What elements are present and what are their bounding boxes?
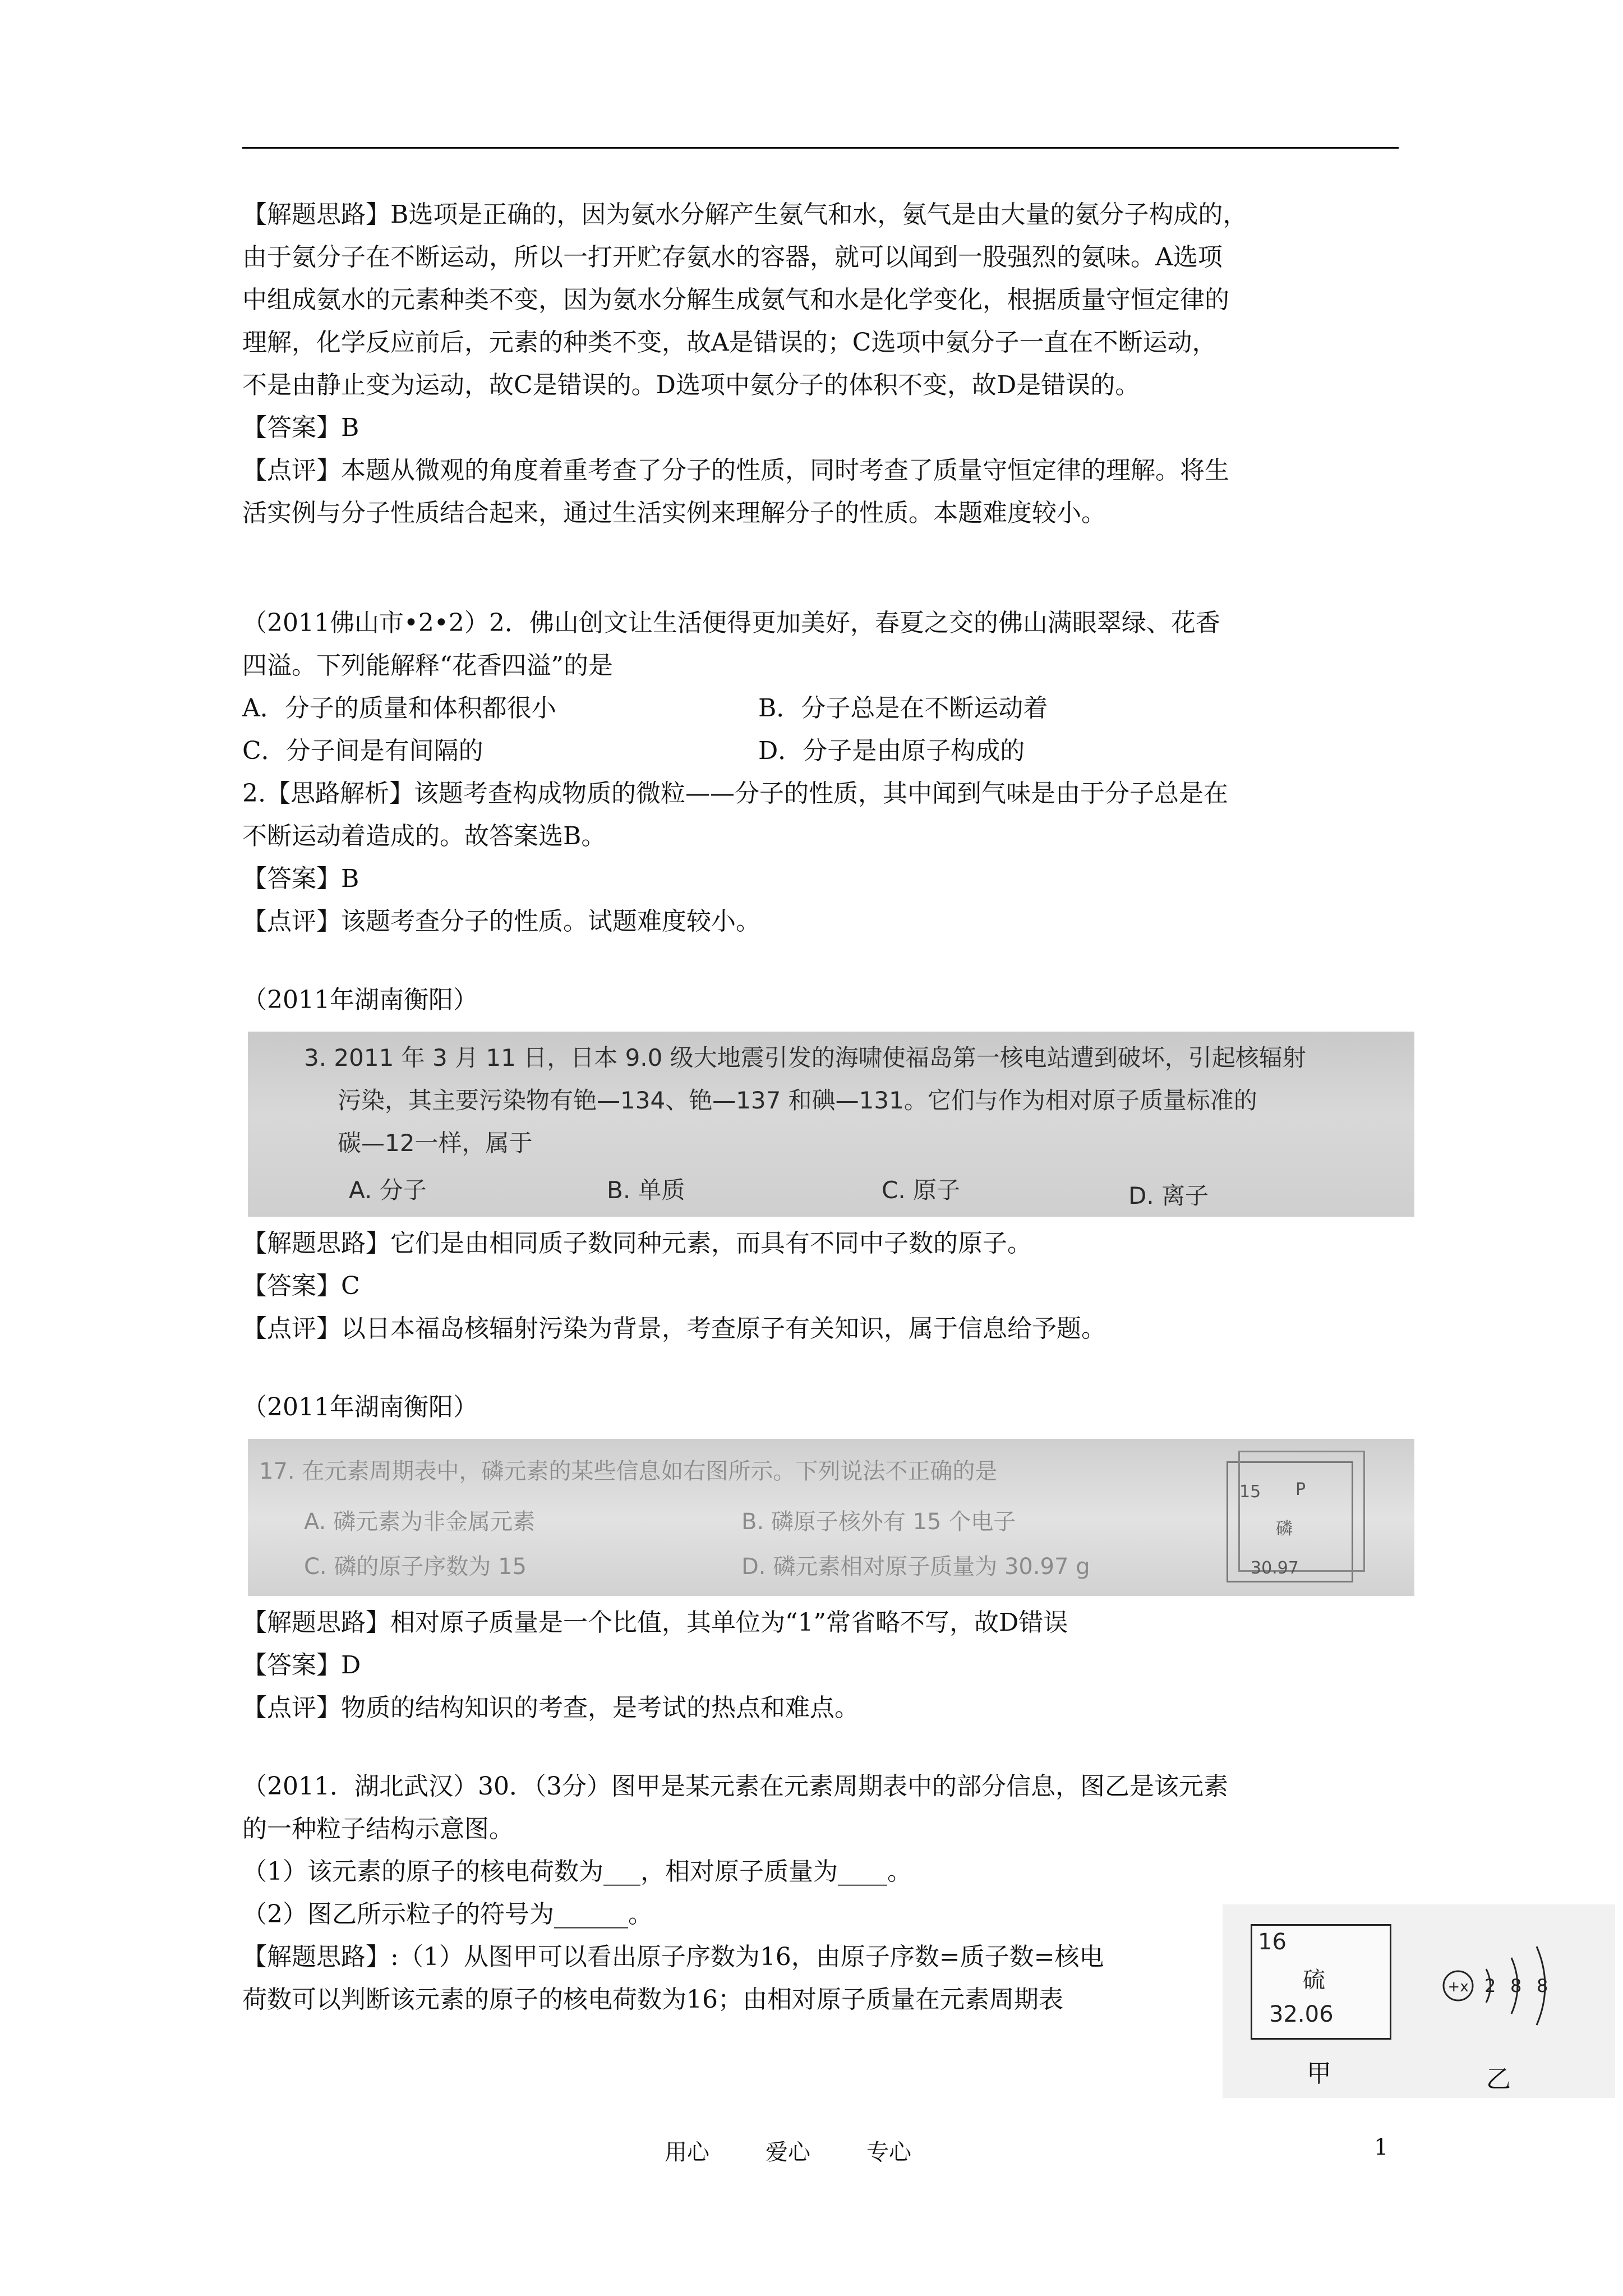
q2-option-b: B．分子总是在不断运动着 (758, 694, 1048, 723)
q1-analysis-line: 由于氨分子在不断运动，所以一打开贮存氨水的容器，就可以闻到一股强烈的氨味。A选项 (242, 243, 1223, 272)
q2-stem-line: （2011佛山市•2•2）2．佛山创文让生活便得更加美好，春夏之交的佛山满眼翠绿、花香 (242, 609, 1220, 637)
q3-scan-option: D. 离子 (1128, 1182, 1209, 1209)
shell-electron-count: 8 (1537, 1975, 1548, 1996)
q1-comment-line: 活实例与分子性质结合起来，通过生活实例来理解分子的性质。本题难度较小。 (242, 499, 1106, 527)
element-name: 硫 (1303, 1967, 1325, 1993)
q3-scanned-question (248, 1032, 1414, 1217)
q4-scan-stem: 17. 在元素周期表中，磷元素的某些信息如右图所示。下列说法不正确的是 (259, 1458, 998, 1484)
particle-structure-diagram (1438, 1916, 1607, 2050)
element-symbol: P (1295, 1480, 1306, 1499)
q2-comment: 【点评】该题考查分子的性质。试题难度较小。 (242, 907, 760, 936)
q4-scan-option: A. 磷元素为非金属元素 (304, 1509, 536, 1535)
phosphorus-element-box (1227, 1461, 1353, 1582)
q1-answer: 【答案】B (242, 413, 359, 442)
q2-option-c: C．分子间是有间隔的 (242, 737, 483, 765)
q2-analysis-line: 不断运动着造成的。故答案选B。 (242, 822, 606, 850)
element-number: 15 (1239, 1482, 1261, 1502)
q3-scan-option: A. 分子 (349, 1176, 427, 1204)
q4-source: （2011年湖南衡阳） (242, 1393, 478, 1421)
q2-answer: 【答案】B (242, 864, 359, 893)
q3-source: （2011年湖南衡阳） (242, 986, 478, 1014)
q1-analysis-line: 【解题思路】B选项是正确的，因为氨水分解产生氨气和水，氨气是由大量的氨分子构成的， (242, 200, 1248, 229)
q4-scan-option: C. 磷的原子序数为 15 (304, 1554, 527, 1580)
q4-scanned-question (248, 1439, 1414, 1596)
q2-analysis-line: 2.【思路解析】该题考查构成物质的微粒——分子的性质，其中闻到气味是由于分子总是在 (242, 779, 1228, 808)
q4-scan-option: D. 磷元素相对原子质量为 30.97 g (741, 1554, 1090, 1580)
q4-analysis: 【解题思路】相对原子质量是一个比值，其单位为“1”常省略不写，故D错误 (242, 1608, 1068, 1637)
element-number: 16 (1258, 1929, 1287, 1955)
page-body (242, 194, 1409, 2021)
figure-b-caption: 乙 (1486, 2065, 1511, 2093)
footer-motto-1: 用心 (665, 2139, 709, 2165)
q3-scan-line: 3. 2011 年 3 月 11 日，日本 9.0 级大地震引发的海啸使福岛第一核电站遭到破坏，引起核辐射 (304, 1044, 1306, 1071)
shell-electron-count: 8 (1510, 1975, 1522, 1996)
element-mass: 30.97 (1251, 1558, 1299, 1578)
q2-option-a: A．分子的质量和体积都很小 (242, 694, 556, 723)
page-number: 1 (1374, 2134, 1389, 2160)
q4-answer: 【答案】D (242, 1651, 361, 1680)
q5-sub-question-1: （1）该元素的原子的核电荷数为___，相对原子质量为____。 (242, 1857, 912, 1886)
q1-analysis-line: 理解，化学反应前后，元素的种类不变，故A是错误的；C选项中氨分子一直在不断运动， (242, 328, 1217, 357)
sulfur-element-box (1251, 1924, 1391, 2040)
q3-scan-line: 碳—12一样，属于 (338, 1129, 533, 1157)
q4-scan-option: B. 磷原子核外有 15 个电子 (741, 1509, 1016, 1535)
q3-comment: 【点评】以日本福岛核辐射污染为背景，考查原子有关知识，属于信息给予题。 (242, 1314, 1106, 1343)
q5-analysis-line: 荷数可以判断该元素的原子的核电荷数为16；由相对原子质量在元素周期表 (242, 1985, 1063, 2014)
shell-electron-count: 2 (1484, 1975, 1496, 1996)
q3-answer: 【答案】C (242, 1272, 360, 1300)
q1-comment-line: 【点评】本题从微观的角度着重考查了分子的性质，同时考查了质量守恒定律的理解。将生 (242, 456, 1229, 485)
figure-a-caption: 甲 (1307, 2059, 1331, 2088)
q5-stem-line: 的一种粒子结构示意图。 (242, 1815, 514, 1843)
q3-scan-line: 污染，其主要污染物有铯—134、铯—137 和碘—131。它们与作为相对原子质量标准的 (338, 1087, 1257, 1114)
q1-analysis-line: 中组成氨水的元素种类不变，因为氨水分解生成氨气和水是化学变化，根据质量守恒定律的 (242, 286, 1229, 314)
element-mass: 32.06 (1269, 2001, 1334, 2027)
q2-options-row (242, 687, 1409, 730)
q2-stem-line: 四溢。下列能解释“花香四溢”的是 (242, 651, 613, 680)
header-rule (242, 147, 1399, 149)
q3-scan-option: C. 原子 (882, 1176, 961, 1204)
q5-figure (1223, 1904, 1615, 2098)
q2-options-row (242, 730, 1409, 772)
footer-motto-3: 专心 (866, 2139, 911, 2165)
q5-sub-question-2: （2）图乙所示粒子的符号为______。 (242, 1900, 653, 1929)
q1-analysis-line: 不是由静止变为运动，故C是错误的。D选项中氨分子的体积不变，故D是错误的。 (242, 371, 1140, 399)
q3-analysis: 【解题思路】它们是由相同质子数同种元素，而具有不同中子数的原子。 (242, 1229, 1032, 1258)
footer-motto-2: 爱心 (766, 2139, 810, 2165)
q2-option-d: D．分子是由原子构成的 (758, 737, 1025, 765)
q4-comment: 【点评】物质的结构知识的考查，是考试的热点和难点。 (242, 1694, 859, 1722)
nucleus-charge: +x (1447, 1978, 1469, 1995)
q3-scan-option: B. 单质 (607, 1176, 685, 1204)
q5-stem-line: （2011．湖北武汉）30．（3分）图甲是某元素在元素周期表中的部分信息，图乙是该元素 (242, 1772, 1228, 1801)
element-name: 磷 (1276, 1519, 1293, 1539)
q5-analysis-line: 【解题思路】:（1）从图甲可以看出原子序数为16，由原子序数=质子数=核电 (242, 1943, 1104, 1971)
